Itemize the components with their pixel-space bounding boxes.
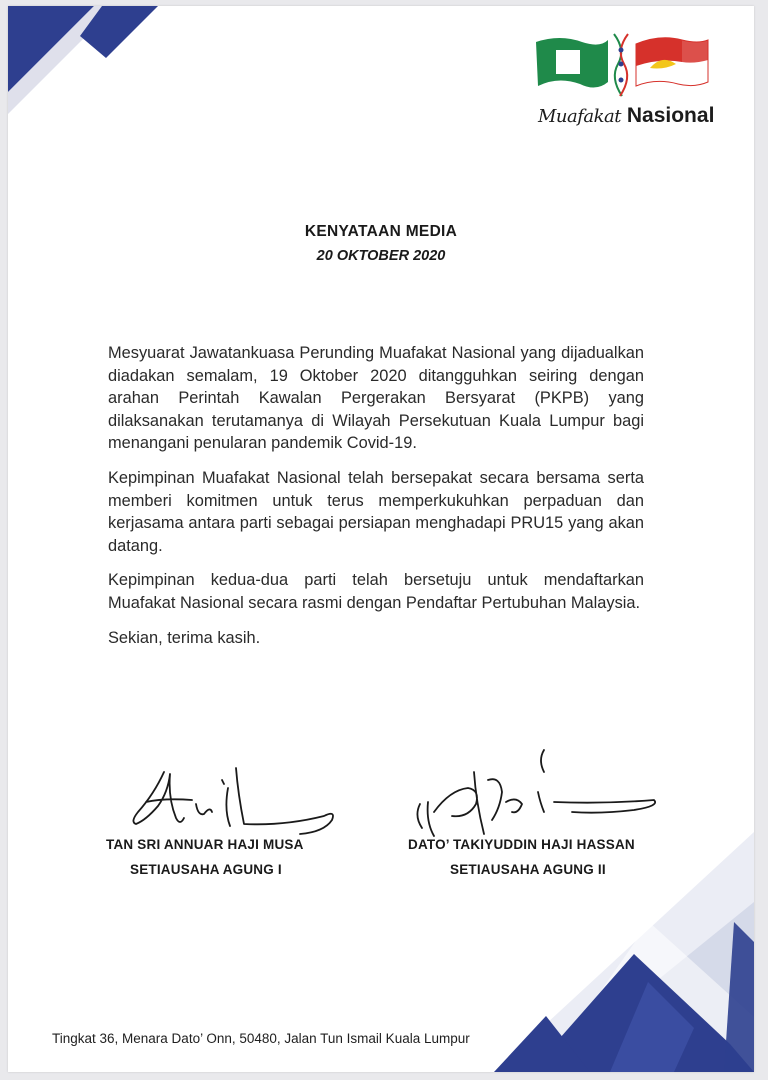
- signatory-1-name: TAN SRI ANNUAR HAJI MUSA: [106, 837, 304, 852]
- letter-page: [8, 6, 754, 1072]
- logo-bold-text: Nasional: [626, 104, 715, 127]
- signatory-2-title: SETIAUSAHA AGUNG II: [450, 862, 606, 877]
- logo-wordmark: [538, 104, 714, 128]
- paragraph-1: Mesyuarat Jawatankuasa Perunding Muafakat Nasional yang dijadualkan diadakan semalam, 19 Oktober 2020 ditangguhkan seiring dengan arahan Perintah Kawalan Pergerakan Bersyarat (PKPB) yang dilaksanakan terutamanya di Wilayah Persekutuan Kuala Lumpur bagi menangani penularan pandemik Covid-19.: [108, 344, 644, 453]
- footer-address: Tingkat 36, Menara Dato’ Onn, 50480, Jalan Tun Ismail Kuala Lumpur: [52, 1031, 470, 1046]
- paragraph-3: Kepimpinan kedua-dua parti telah bersetuju untuk mendaftarkan Muafakat Nasional secara rasmi dengan Pendaftar Pertubuhan Malaysia.: [108, 571, 644, 612]
- statement-date: 20 OKTOBER 2020: [316, 248, 446, 264]
- flags-emblem-icon: [530, 30, 716, 102]
- signatory-2-name: DATO’ TAKIYUDDIN HAJI HASSAN: [408, 837, 635, 852]
- bottom-right-decoration: [434, 772, 754, 1072]
- logo-script-text: Muafakat: [538, 106, 622, 127]
- signatory-1-title: SETIAUSAHA AGUNG I: [130, 862, 282, 877]
- closing-line: Sekian, terima kasih.: [108, 628, 261, 647]
- statement-body: [108, 342, 644, 661]
- paragraph-2: Kepimpinan Muafakat Nasional telah bersepakat secara bersama serta memberi komitmen untuk terus memperkukuhkan perpaduan dan kerjasama antara parti sebagai persiapan menghadapi PRU15 yang akan datang.: [108, 468, 644, 555]
- signature-1-image: [124, 754, 348, 844]
- muafakat-nasional-logo: [530, 30, 716, 140]
- top-left-decoration: [8, 6, 168, 116]
- page-title: KENYATAAN MEDIA: [304, 223, 458, 240]
